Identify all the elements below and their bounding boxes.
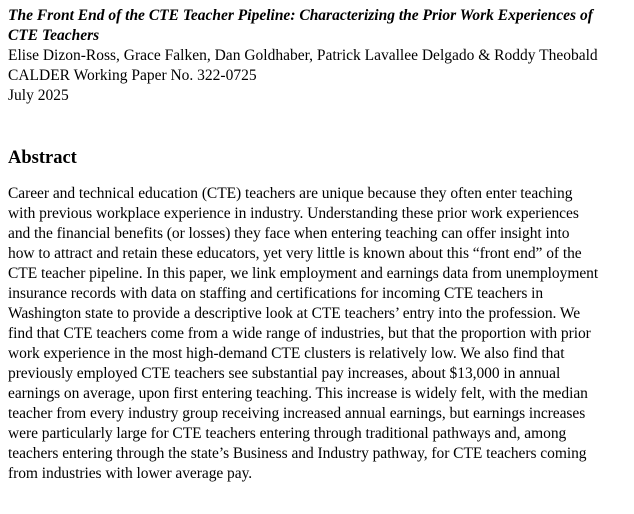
abstract-line: teacher from every industry group receiving increased annual earnings, but earnings increases	[8, 405, 586, 422]
abstract-line: find that CTE teachers come from a wide range of industries, but that the proportion with prior	[8, 325, 591, 342]
paper-authors: Elise Dizon-Ross, Grace Falken, Dan Goldhaber, Patrick Lavallee Delgado & Roddy Theobald	[8, 47, 598, 64]
abstract-line: from industries with lower average pay.	[8, 465, 253, 482]
abstract-line: were particularly large for CTE teachers entering through traditional pathways and, among	[8, 425, 567, 442]
abstract-line: earnings on average, upon first entering teaching. This increase is widely felt, with the median	[8, 385, 588, 402]
abstract-line: Career and technical education (CTE) teachers are unique because they often enter teaching	[8, 185, 573, 202]
paper-page	[8, 6, 630, 482]
working-paper-series: CALDER Working Paper No. 322-0725	[8, 67, 257, 84]
abstract-heading: Abstract	[8, 148, 77, 168]
abstract-line: CTE teacher pipeline. In this paper, we link employment and earnings data from unemployment	[8, 265, 599, 282]
abstract-line: previously employed CTE teachers see substantial pay increases, about $13,000 in annual	[8, 365, 561, 382]
paper-title: The Front End of the CTE Teacher Pipeline: Characterizing the Prior Work Experiences of CTE Teachers	[8, 7, 593, 44]
abstract-line: work experience in the most high-demand CTE clusters is relatively low. We also find that	[8, 345, 565, 362]
abstract-body	[8, 184, 630, 484]
abstract-line: how to attract and retain these educators, yet very little is known about this “front end” of the	[8, 245, 582, 262]
publication-date: July 2025	[8, 87, 69, 104]
abstract-line: with previous workplace experience in industry. Understanding these prior work experiences	[8, 205, 579, 222]
abstract-line: teachers entering through the state’s Business and Industry pathway, for CTE teachers coming	[8, 445, 587, 462]
abstract-line: insurance records with data on staffing and certifications for incoming CTE teachers in	[8, 285, 544, 302]
abstract-line: Washington state to provide a descriptive look at CTE teachers’ entry into the profession. We	[8, 305, 581, 322]
abstract-line: and the financial benefits (or losses) they face when entering teaching can offer insight into	[8, 225, 570, 242]
